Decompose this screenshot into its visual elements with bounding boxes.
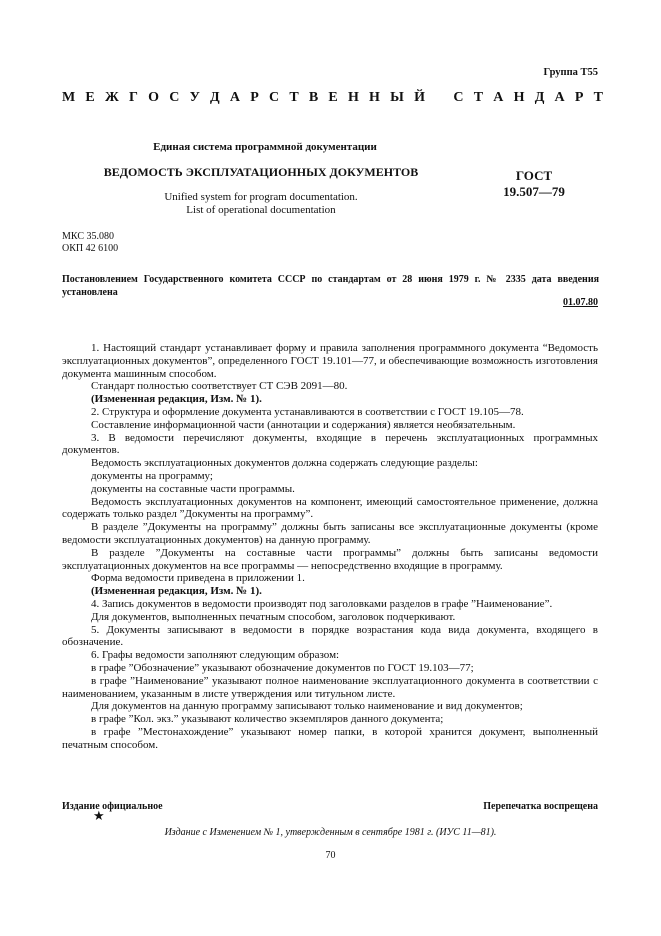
banner-letter: А [229,90,241,105]
body-paragraph: Ведомость эксплуатационных документов должна содержать следующие разделы: [91,457,478,470]
banner-letter: Н [513,90,525,105]
banner-letter: Д [534,90,545,105]
system-name: Единая система программной документации [153,141,377,153]
body-paragraph: В разделе ”Документы на составные части программы” должны быть записаны ведомости эксплуатационных документов на все программы — непосредственно входящие в программу. [62,546,598,572]
banner-letter: Р [574,90,584,105]
gost-designation [475,168,593,200]
reprint-prohibited-label: Перепечатка воспрещена [483,801,598,812]
body-paragraph: 3. В ведомости перечисляют документы, входящие в перечень эксплуатационных программных документов. [62,431,598,457]
body-paragraph: В разделе ”Документы на программу” должны быть записаны все эксплуатационные документы (кроме ведомости эксплуатационных документов) на данную программу. [62,521,598,546]
banner-gap [435,90,443,106]
body-text [62,342,598,752]
banner-letter: Ы [390,90,404,105]
banner-letter: М [62,90,76,105]
introduction-date: 01.07.80 [563,297,598,308]
official-edition-label: Издание официальное [62,801,163,812]
banner-letter: С [169,90,180,105]
banner-letter: С [453,90,464,105]
banner-letter: Г [129,90,138,105]
body-paragraph: в графе ”Обозначение” указывают обозначение документов по ГОСТ 19.103—77; [91,661,474,674]
banner-letter: С [268,90,280,105]
banner-letter: Н [347,90,359,105]
group-code: Группа Т55 [543,67,598,78]
mks-code: МКС 35.080 [62,231,114,242]
banner-letter: У [189,90,200,105]
banner-letter: Ж [104,90,119,105]
banner-letter: Р [250,90,259,105]
banner-letter: В [308,90,319,105]
star-icon: ★ [93,808,105,823]
banner-letter: Т [473,90,484,105]
english-title-line-2: List of operational documentation [186,204,336,216]
body-paragraph: Стандарт полностью соответствует СТ СЭВ 2091—80. [91,380,348,393]
body-paragraph: 2. Структура и оформление документа устанавливаются в соответствии с ГОСТ 19.105—78. [91,405,524,418]
body-paragraph: Ведомость эксплуатационных документов на компонент, имеющий самостоятельное применение, должна содержать только раздел ”Документы на программу”. [62,495,598,521]
body-paragraph: в графе ”Наименование” указывают полное наименование эксплуатационного документа в соответствии с наименованием, указанным в листе утверждения или титульном листе. [62,674,598,700]
banner-letter: Е [328,90,338,105]
body-paragraph: Составление информационной части (аннотации и содержания) является необязательным. [91,418,516,431]
gost-label: ГОСТ [515,168,553,183]
body-paragraph: 6. Графы ведомости заполняют следующим образом: [91,649,340,662]
english-title-line-1: Unified system for program documentation. [164,191,358,203]
body-paragraph: 1. Настоящий стандарт устанавливает форму и правила заполнения программного документа “Ведомость эксплуатационных документов”, определенного ГОСТ 19.101—77, и обеспечивающие возможность изготовления документа машинным способом. [62,342,598,380]
body-paragraph: Для документов, выполненных печатным способом, заголовок подчеркивают. [91,610,456,623]
document-title: ВЕДОМОСТЬ ЭКСПЛУАТАЦИОННЫХ ДОКУМЕНТОВ [103,165,419,179]
banner-letter: Т [289,90,299,105]
english-title [0,191,522,217]
body-paragraph: Для документов на данную программу записывают только наименование и вид документов; [91,700,523,713]
classification-codes [62,231,118,255]
body-paragraph: в графе ”Местонахождение” указывают номер папки, в которой хранится документ, выполненный печатным способом. [62,725,598,751]
edition-note: Издание с Изменением № 1, утвержденным в сентябре 1981 г. (ИУС 11—81). [164,827,497,838]
body-paragraph: документы на составные части программы. [91,482,295,495]
banner-letter: Д [210,90,220,105]
body-paragraph: 4. Запись документов в ведомости производят под заголовками разделов в графе ”Наименование”. [91,597,553,610]
body-paragraph: документы на программу; [91,469,213,482]
decree-text: Постановлением Государственного комитета СССР по стандартам от 28 июня 1979 г. № 2335 дата введения установлена [62,274,599,298]
gost-number: 19.507—79 [503,184,565,199]
body-paragraph: (Измененная редакция, Изм. № 1). [91,585,262,598]
banner-letter: Й [414,90,425,105]
body-paragraph: Форма ведомости приведена в приложении 1. [91,572,305,585]
body-paragraph: в графе ”Кол. экз.” указывают количество экземпляров данного документа; [91,713,444,726]
banner-letter: А [493,90,504,105]
body-paragraph: (Измененная редакция, Изм. № 1). [91,393,262,406]
banner-letter: О [148,90,160,105]
banner-letter: Н [369,90,380,105]
banner-letter: Е [85,90,95,105]
page-number: 70 [325,850,336,861]
banner-letter: Т [593,90,603,105]
standard-banner [62,90,603,106]
okp-code: ОКП 42 6100 [62,243,119,254]
banner-letter: А [554,90,565,105]
body-paragraph: 5. Документы записывают в ведомости в порядке возрастания кода вида документа, входящего в обозначение. [62,623,598,649]
